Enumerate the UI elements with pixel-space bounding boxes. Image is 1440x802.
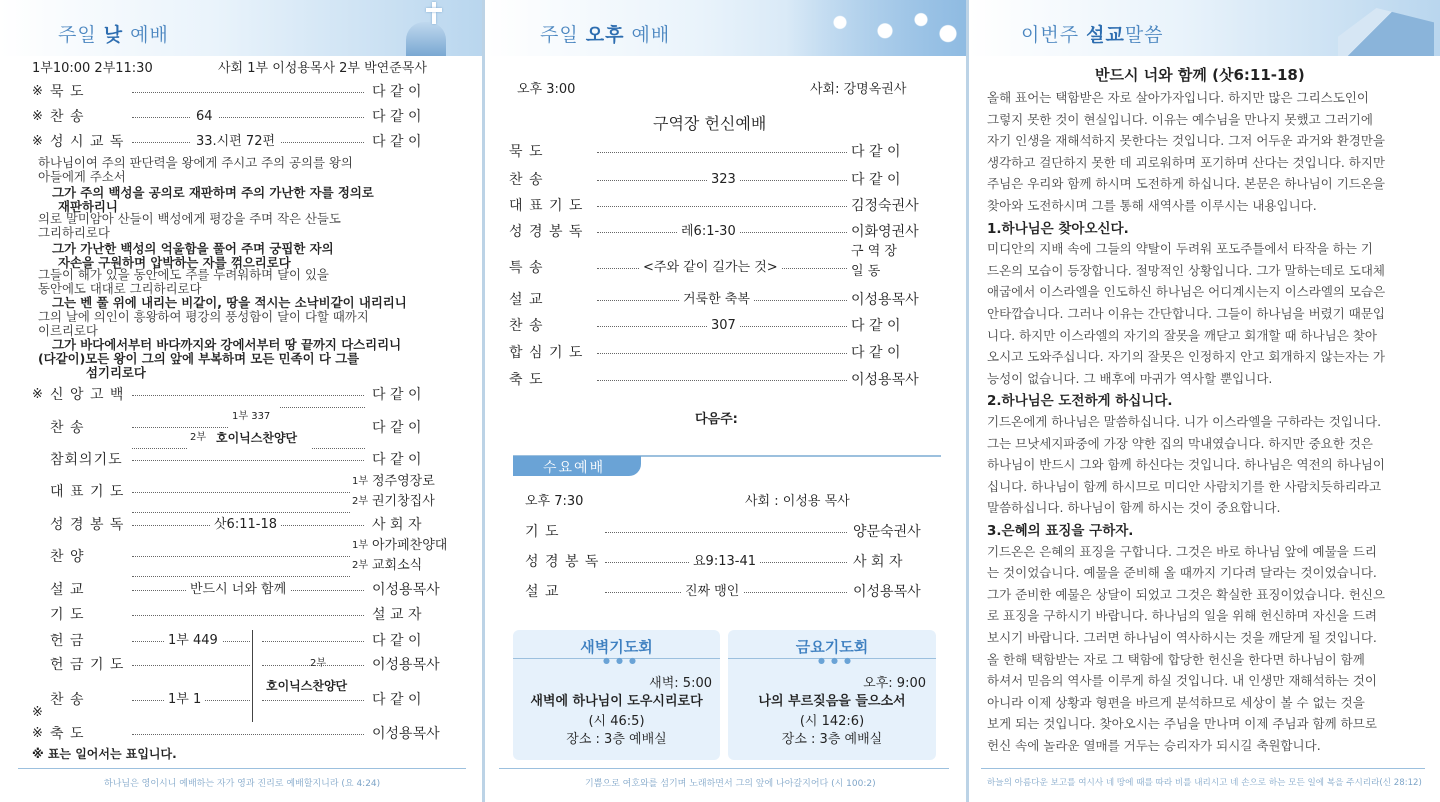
right-header xyxy=(969,0,1440,56)
sermon-text: 생각하고 걸단하지 못한 데 괴로워하며 포기하며 산다는 것입니다. 하지만 xyxy=(987,154,1386,170)
dots xyxy=(262,641,364,642)
item-detail: 1부 1 xyxy=(164,690,205,710)
sermon-text: 보게 되는 것입니다. 찾아오시는 주님을 만나며 이제 주님과 함께 하므로 xyxy=(987,716,1377,732)
item-leader: 이성용목사 xyxy=(851,292,919,308)
presider: 사회 1부 이성용목사 2부 박연준목사 xyxy=(218,61,427,76)
item-label: 찬 송 xyxy=(509,318,544,334)
left-header xyxy=(0,0,482,56)
wed-title: 수요예배 xyxy=(543,460,606,476)
friday-prayer-box xyxy=(728,630,936,760)
item-leader: 다 같 이 xyxy=(372,692,422,708)
sermon-text: 보시기 바랍니다. 그러면 하나님이 역사하시는 것을 깨닫게 될 것입니다. xyxy=(987,630,1377,645)
psalm-line: 그들이 해가 있을 동안에도 주를 두려워하며 달이 있을 xyxy=(38,267,329,282)
item-leader: 사 회 자 xyxy=(372,517,422,533)
sermon-text: 니다. 하지만 이스라엘의 자기의 잘못을 깨닫고 회개할 때 하나님은 찾아 xyxy=(987,327,1377,343)
item-label: 설 교 xyxy=(525,584,560,600)
sermon-text: 올해 표어는 택함받은 자로 살아가자입니다. 하지만 많은 그리스도인이 xyxy=(987,90,1369,105)
psalm-line: 그의 날에 의인이 흥왕하여 평강의 풍성함이 달이 다할 때까지 xyxy=(38,309,369,324)
dots xyxy=(597,152,847,153)
item-label: 신 앙 고 백 xyxy=(50,387,125,403)
item-leader: 사 회 자 xyxy=(853,554,903,570)
item-detail: 거룩한 축복 xyxy=(679,290,754,310)
praise-2-prefix: 2부 xyxy=(352,560,369,571)
service-title: 구역장 헌신예배 xyxy=(653,114,767,133)
praise-2: 교회소식 xyxy=(372,558,423,573)
item-detail: <주와 같이 길가는 것> xyxy=(639,258,782,278)
left-panel xyxy=(0,0,482,802)
offering-2: 2부 xyxy=(310,658,327,669)
dawn-time: 새벽: 5:00 xyxy=(649,676,712,691)
wed-title-tab xyxy=(513,456,641,476)
psalm-line: 그는 벤 풀 위에 내리는 비같이, 땅을 적시는 소낙비같이 내리리니 xyxy=(52,295,407,310)
offering-bracket xyxy=(252,630,253,722)
item-leader: 다 같 이 xyxy=(372,84,422,100)
friday-title: 금요기도회 xyxy=(795,638,869,656)
item-detail: 반드시 너와 함께 xyxy=(186,580,290,600)
hymn-2-name: 호이닉스찬양단 xyxy=(216,431,298,445)
sermon-text: 오시고 도와주십니다. 자기의 잘못은 인정하지 안고 회개하지 않는자는 가 xyxy=(987,349,1386,365)
sermon-title: 반드시 너와 함께 (삿6:11-18) xyxy=(1095,66,1305,84)
dawn-ref: (시 46:5) xyxy=(588,714,645,729)
dots xyxy=(132,665,250,666)
item-detail: 진짜 맹인 xyxy=(681,582,743,602)
right-footer: 하늘의 아름다운 보고를 여시사 네 땅에 때를 따라 비를 내리시고 네 손으로 하는 모든 일에 복을 주시리라(신 28:12) xyxy=(987,778,1422,788)
psalm-line: 하나님이여 주의 판단력을 왕에게 주시고 주의 공의를 왕의 xyxy=(38,155,353,170)
item-detail: 요9:13-41 xyxy=(689,552,760,572)
sermon-text: 안타깝습니다. 그러나 이유는 간단합니다. 그들이 하나님을 버렸기 때문입 xyxy=(987,306,1386,321)
psalm-line: 그리하리로다 xyxy=(38,225,110,240)
friday-ref: (시 142:6) xyxy=(799,714,865,729)
dots xyxy=(597,206,847,207)
dots xyxy=(132,512,350,513)
item-label: 찬 송 xyxy=(50,420,85,436)
dots xyxy=(597,380,847,381)
item-detail: 삿6:11-18 xyxy=(210,515,281,535)
sermon-text: 는 것이었습니다. 예물을 준비해 올 때까지 기다려 달라는 것이었습니다. xyxy=(987,565,1377,581)
item-label: 기 도 xyxy=(50,607,85,623)
dots-icon: ●●● xyxy=(603,656,642,665)
item-leader: 다 같 이 xyxy=(372,420,422,436)
item-leader: 다 같 이 xyxy=(851,144,901,160)
dots xyxy=(312,448,365,449)
prayer-2: 권기창집사 xyxy=(372,494,435,509)
left-header-title: 주일 낮 예배 xyxy=(58,24,169,46)
prayer-1-prefix: 1부 xyxy=(352,476,369,487)
standing-note: ※ 표는 일어서는 표입니다. xyxy=(32,747,177,761)
item-leader: 설 교 자 xyxy=(372,607,422,623)
item-leader: 다 같 이 xyxy=(372,387,422,403)
item-label: 성 경 봉 독 xyxy=(509,224,584,240)
sermon-text: 능성이 없습니다. 그 배후에 마귀가 역사할 뿐입니다. xyxy=(987,370,1273,386)
right-panel xyxy=(969,0,1440,802)
service-times: 1부10:00 2부11:30 xyxy=(32,61,153,76)
item-detail: 레6:1-30 xyxy=(677,222,740,242)
sermon-text: 말씀하십니다. 하나님이 함께 하시는 것이 중요합니다. xyxy=(987,500,1281,516)
dots xyxy=(132,92,364,93)
item-label: 성 시 교 독 xyxy=(50,134,125,150)
psalm-line: 의로 말미암아 산들이 백성에게 평강을 주며 작은 산들도 xyxy=(38,211,341,226)
sermon-text: 기드온은 은혜의 표징을 구합니다. 그것은 바로 하나님 앞에 예물을 드리 xyxy=(987,543,1377,559)
offering-choir: 호이닉스찬양단 xyxy=(266,679,348,693)
item-label: 성 경 봉 독 xyxy=(525,554,600,570)
item-leader: 김정숙권사 xyxy=(851,198,919,214)
item-label: 설 교 xyxy=(509,292,544,308)
left-footer: 하나님은 영이시니 예배하는 자가 영과 진리로 예배할지니라 (요 4:24) xyxy=(104,779,381,789)
standing-mark: ※ xyxy=(32,705,43,720)
item-label: 헌 금 기 도 xyxy=(50,657,125,673)
item-label: 축 도 xyxy=(509,372,544,388)
dots xyxy=(132,117,364,118)
sermon-text: 애굽에서 이스라엘을 인도하신 하나님은 어디계시는지 이스라엘의 모습은 xyxy=(987,284,1386,300)
sermon-text: 드온의 모습이 등장합니다. 절망적인 상황입니다. 그가 말하는데로 도대체 xyxy=(987,262,1386,278)
dots xyxy=(597,353,847,354)
sermon-text: 미디안의 지배 속에 그들의 약탈이 두려워 포도주틀에서 타작을 하는 기 xyxy=(987,241,1373,257)
middle-panel xyxy=(485,0,966,802)
item-leader: 이화영권사 xyxy=(851,224,919,240)
item-label: 기 도 xyxy=(525,524,560,540)
item-label: 헌 금 xyxy=(50,633,85,649)
dots xyxy=(132,395,364,396)
item-label: 참회의기도 xyxy=(50,452,123,468)
wed-time: 오후 7:30 xyxy=(525,494,584,509)
next-week: 다음주: xyxy=(695,412,738,427)
item-leader: 이성용목사 xyxy=(853,584,921,600)
dots xyxy=(132,556,350,557)
friday-time: 오후: 9:00 xyxy=(863,676,926,691)
item-detail: 307 xyxy=(707,316,740,336)
item-leader: 다 같 이 xyxy=(372,134,422,150)
sermon-heading: 2.하나님은 도전하게 하십니다. xyxy=(987,393,1173,410)
item-label: 묵 도 xyxy=(50,84,85,100)
dawn-place: 장소 : 3층 예배실 xyxy=(566,732,667,747)
hymn-2-prefix: 2부 xyxy=(190,432,207,443)
item-leader: 다 같 이 xyxy=(372,109,422,125)
item-label: 찬 송 xyxy=(50,109,85,125)
sermon-text: 주님은 우리와 함께 하시며 도전하게 하십니다. 본문은 하나님이 기드온을 xyxy=(987,176,1386,192)
divider xyxy=(499,768,949,769)
sermon-text: 헌신 속에 놀라운 열매를 거두는 승리자가 되시길 축원합니다. xyxy=(987,738,1321,753)
item-detail: 64 xyxy=(190,107,219,127)
standing-mark: ※ xyxy=(32,109,43,124)
dots xyxy=(132,492,350,493)
item-label: 대 표 기 도 xyxy=(50,484,125,500)
item-label: 찬 송 xyxy=(509,172,544,188)
item-label: 합 심 기 도 xyxy=(509,345,584,361)
psalm-line: 아들에게 주소서 xyxy=(38,169,126,184)
item-label: 대 표 기 도 xyxy=(509,198,584,214)
item-leader: 이성용목사 xyxy=(372,582,440,598)
item-leader: 이성용목사 xyxy=(851,372,919,388)
item-label: 찬 송 xyxy=(50,692,85,708)
sheep-flock-image xyxy=(786,0,966,56)
psalm-line: (다같이)모든 왕이 그의 앞에 부복하며 모든 민족이 다 그를 xyxy=(38,351,360,366)
sermon-text: 십니다. 하나님이 함께 하시므로 미디안 사람치기를 한 사람치듯하리라고 xyxy=(987,478,1382,494)
friday-place: 장소 : 3층 예배실 xyxy=(781,732,883,747)
dots xyxy=(132,734,364,735)
dots xyxy=(132,576,350,577)
item-leader: 다 같 이 xyxy=(851,345,901,361)
psalm-line: 그가 바다에서부터 바다까지와 강에서부터 땅 끝까지 다스리리니 xyxy=(52,337,402,352)
sermon-text: 그가 준비한 예물은 상달이 되었고 그것은 확실한 표징이었습니다. 헌신으 xyxy=(987,586,1386,602)
item-leader: 이성용목사 xyxy=(372,657,440,673)
item-leader: 다 같 이 xyxy=(372,633,422,649)
item-label: 설 교 xyxy=(50,582,85,598)
friday-theme: 나의 부르짖음을 들으소서 xyxy=(758,694,906,709)
middle-header xyxy=(485,0,966,56)
dawn-prayer-box xyxy=(513,630,720,760)
sermon-heading: 3.은혜의 표징을 구하자. xyxy=(987,523,1134,539)
cross-icon xyxy=(423,2,445,24)
item-leader: 양문숙권사 xyxy=(853,524,921,540)
item-label: 찬 양 xyxy=(50,549,85,565)
sermon-text: 그는 므낫세지파중에 가장 약한 집의 막내였습니다. 하지만 중요한 것은 xyxy=(987,435,1373,451)
sermon-text: 하셔서 믿음의 역사를 이루게 하실 것입니다. 내 인생만 재해석하는 것이 xyxy=(987,673,1377,689)
sermon-text: 기드온에게 하나님은 말씀하십니다. 니가 이스라엘을 구하라는 것입니다. xyxy=(987,414,1382,429)
standing-mark: ※ xyxy=(32,84,43,99)
psalm-line: 이르리로다 xyxy=(38,323,98,338)
psalm-line: 그가 주의 백성을 공의로 재판하며 주의 가난한 자를 정의로 xyxy=(52,185,374,200)
item-leader: 다 같 이 xyxy=(851,172,901,188)
item-leader: 이성용목사 xyxy=(372,726,440,742)
standing-mark: ※ xyxy=(32,387,43,402)
psalm-line: 자손을 구원하며 압박하는 자를 꺾으리로다 xyxy=(58,255,291,270)
item-label: 묵 도 xyxy=(509,144,544,160)
standing-mark: ※ xyxy=(32,726,43,741)
item-detail: 33.시편 72편 xyxy=(190,132,281,152)
prayer-1: 정주영장로 xyxy=(372,474,435,489)
dawn-theme: 새벽에 하나님이 도우시리로다 xyxy=(530,694,703,709)
right-header-title: 이번주 설교말씀 xyxy=(1021,24,1164,46)
sermon-text: 올 한해 택함받는 자로 그 택함에 합당한 헌신을 한다면 하나님이 함께 xyxy=(987,651,1365,667)
sermon-text: 하나님이 반드시 그와 함께 하신다는 것입니다. 하나님은 역전의 하나님이 xyxy=(987,457,1386,473)
psalm-line: 재판하리니 xyxy=(58,199,118,214)
afternoon-presider: 사회: 강명옥권사 xyxy=(810,82,907,97)
item-detail: 323 xyxy=(707,170,740,190)
divider xyxy=(981,768,1425,769)
dots xyxy=(605,532,847,533)
dots xyxy=(132,427,228,428)
dots xyxy=(132,448,187,449)
hymn-1: 1부 337 xyxy=(232,411,271,422)
sermon-text: 그렇지 못한 것이 현실입니다. 이유는 예수님을 만나지 못했고 그러기에 xyxy=(987,111,1373,127)
psalm-line: 동안에도 대대로 그리하리로다 xyxy=(38,281,202,296)
sermon-heading: 1.하나님은 찾아오신다. xyxy=(987,220,1129,237)
dots xyxy=(132,615,364,616)
praise-1-prefix: 1부 xyxy=(352,540,369,551)
dots xyxy=(132,460,364,461)
item-leader: 다 같 이 xyxy=(851,318,901,334)
praise-1: 아가페찬양대 xyxy=(372,538,448,553)
sermon-text: 아니라 이제 상황과 형편을 바르게 분석하므로 세상이 볼 수 없는 것을 xyxy=(987,694,1365,710)
item-leader: 다 같 이 xyxy=(372,452,422,468)
item-label: 성 경 봉 독 xyxy=(50,517,125,533)
special-performer-1: 구 역 장 xyxy=(851,244,897,259)
standing-mark: ※ xyxy=(32,134,43,149)
sermon-text: 자기 인생을 재해석하지 못한다는 것입니다. 그저 어두운 과거와 환경만을 xyxy=(987,133,1386,149)
church-steeple-icon xyxy=(406,22,446,56)
dots xyxy=(280,407,365,408)
dots xyxy=(262,700,364,701)
wed-presider: 사회 : 이성용 목사 xyxy=(745,494,850,509)
item-detail: 1부 449 xyxy=(164,631,222,651)
sermon-text: 로 표징을 구하시기 바랍니다. 하나님의 일을 위해 헌신하며 자신을 드려 xyxy=(987,608,1377,624)
divider xyxy=(18,768,466,769)
dots-icon: ●●● xyxy=(818,656,857,665)
afternoon-time: 오후 3:00 xyxy=(517,82,576,97)
item-label: 축 도 xyxy=(50,726,85,742)
dawn-title: 새벽기도회 xyxy=(580,638,653,656)
psalm-line: 섬기리로다 xyxy=(86,365,146,380)
special-performer-2: 일 동 xyxy=(851,264,881,279)
church-building-image xyxy=(1338,8,1434,56)
middle-footer: 기쁨으로 여호와를 섬기며 노래하면서 그의 앞에 나아갈지어다 (시 100:2) xyxy=(585,779,876,789)
psalm-line: 그가 가난한 백성의 억울함을 풀어 주며 궁핍한 자의 xyxy=(52,241,334,256)
sermon-text: 찾아와 도전하시며 그를 통해 새역사를 이루시는 내용입니다. xyxy=(987,198,1317,213)
prayer-2-prefix: 2부 xyxy=(352,496,369,507)
item-label: 특 송 xyxy=(509,260,544,276)
middle-header-title: 주일 오후 예배 xyxy=(540,24,671,46)
